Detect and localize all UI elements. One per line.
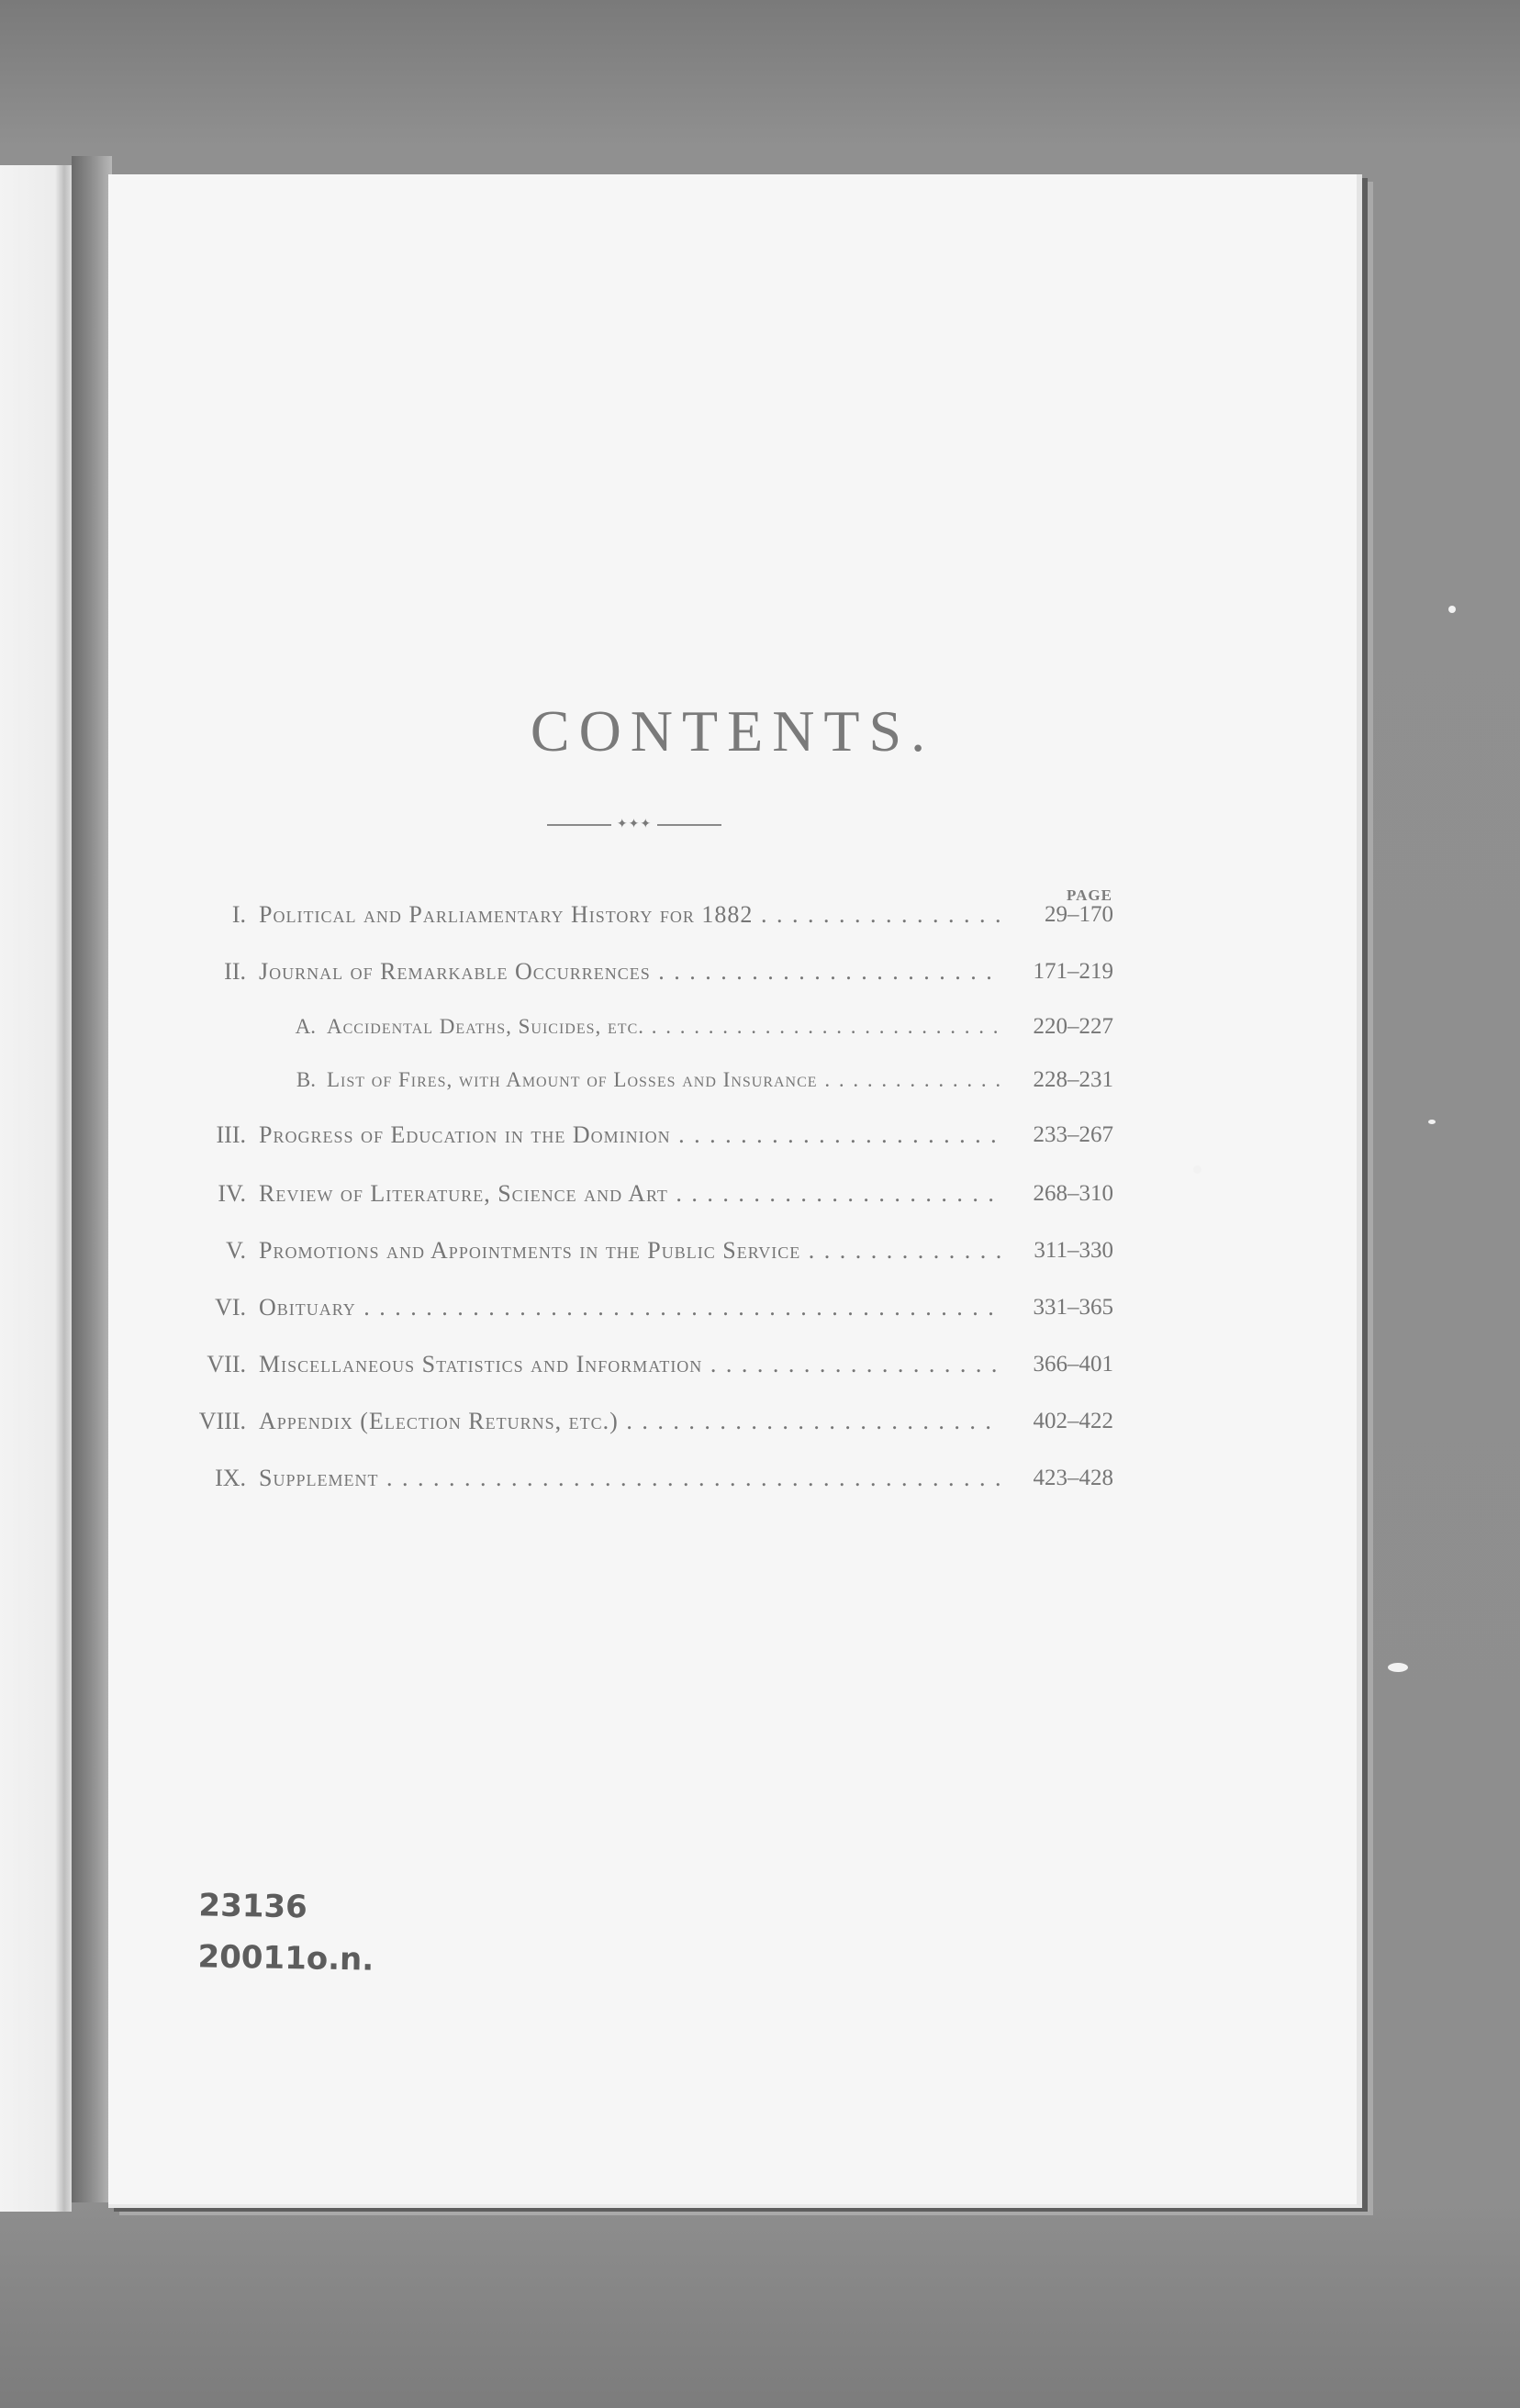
toc-entry-pages: 29–170 <box>1045 902 1113 927</box>
toc-entry <box>108 1120 1127 1151</box>
toc-entry-pages: 366–401 <box>1033 1352 1113 1377</box>
toc-entry-pages: 171–219 <box>1033 959 1113 984</box>
table-of-contents <box>108 174 1357 1491</box>
toc-entry-number: V. <box>226 1237 246 1264</box>
toc-entry-number: II. <box>224 958 246 985</box>
toc-entry <box>108 1011 1127 1042</box>
toc-entry-pages: 220–227 <box>1033 1014 1113 1039</box>
toc-entry <box>108 899 1127 931</box>
toc-entry-pages: 311–330 <box>1034 1238 1113 1263</box>
toc-entry-title: Journal of Remarkable Occurrences . . . <box>259 956 1002 987</box>
toc-entry-number: B. <box>296 1068 316 1091</box>
toc-entry-title: Promotions and Appointments in the Public Service . . . <box>259 1235 1002 1266</box>
toc-entry-pages: 228–231 <box>1033 1067 1113 1092</box>
handwritten-note: 23136 <box>198 1887 308 1926</box>
toc-entry-title: Review of Literature, Science and Art . . . <box>259 1178 1002 1210</box>
facing-page-edge <box>0 165 72 2212</box>
toc-entry-number: A. <box>295 1015 316 1038</box>
toc-entry-pages: 402–422 <box>1033 1409 1113 1433</box>
toc-entry-number: III. <box>216 1121 246 1148</box>
toc-entry-pages: 233–267 <box>1033 1122 1113 1147</box>
page-title: CONTENTS. <box>530 698 935 764</box>
toc-entry-title: Appendix (Election Returns, etc.) . . . <box>259 1406 1002 1437</box>
toc-entry <box>108 1406 1127 1437</box>
toc-entry-number: VIII. <box>198 1408 246 1434</box>
toc-entry-title: Supplement . . . <box>259 1463 1002 1494</box>
toc-entry-title: Obituary . . . <box>259 1292 1002 1323</box>
book-gutter <box>72 156 112 2202</box>
toc-entry-pages: 423–428 <box>1033 1466 1113 1490</box>
toc-entry-title: List of Fires, with Amount of Losses and Insurance . . . <box>327 1065 1002 1096</box>
toc-entry <box>108 1292 1127 1323</box>
handwritten-shelf-marks <box>197 1879 375 1985</box>
toc-entry <box>108 1065 1127 1096</box>
toc-entry-number: IV. <box>218 1180 246 1207</box>
toc-entry-pages: 331–365 <box>1033 1295 1113 1320</box>
handwritten-note: 20011o.n. <box>197 1938 374 1979</box>
toc-entry-number: VI. <box>215 1294 246 1321</box>
toc-entry-number: I. <box>231 901 246 928</box>
toc-entry <box>108 1235 1127 1266</box>
toc-entry <box>108 1349 1127 1380</box>
toc-entry-number: VII. <box>207 1351 246 1377</box>
scan-speck <box>1388 1663 1408 1672</box>
toc-entry <box>108 956 1127 987</box>
toc-entry-number: IX. <box>215 1465 246 1491</box>
toc-entry-title: Accidental Deaths, Suicides, etc. . . . <box>327 1011 1002 1042</box>
scan-speck <box>1448 606 1456 613</box>
scan-speck <box>1428 1120 1436 1124</box>
scan-speck <box>1193 1165 1201 1174</box>
page-column-header: PAGE <box>1067 886 1112 904</box>
toc-entry-title: Progress of Education in the Dominion . . . <box>259 1120 1002 1151</box>
toc-entry-title: Political and Parliamentary History for 1882 . . . <box>259 899 1002 931</box>
toc-entry-pages: 268–310 <box>1033 1181 1113 1206</box>
toc-entry <box>108 1178 1127 1210</box>
toc-entry-title: Miscellaneous Statistics and Information . . . <box>259 1349 1002 1380</box>
contents-page <box>108 174 1362 2208</box>
toc-entry <box>108 1463 1127 1494</box>
ornament-icon: ✦✦✦ <box>616 818 653 831</box>
